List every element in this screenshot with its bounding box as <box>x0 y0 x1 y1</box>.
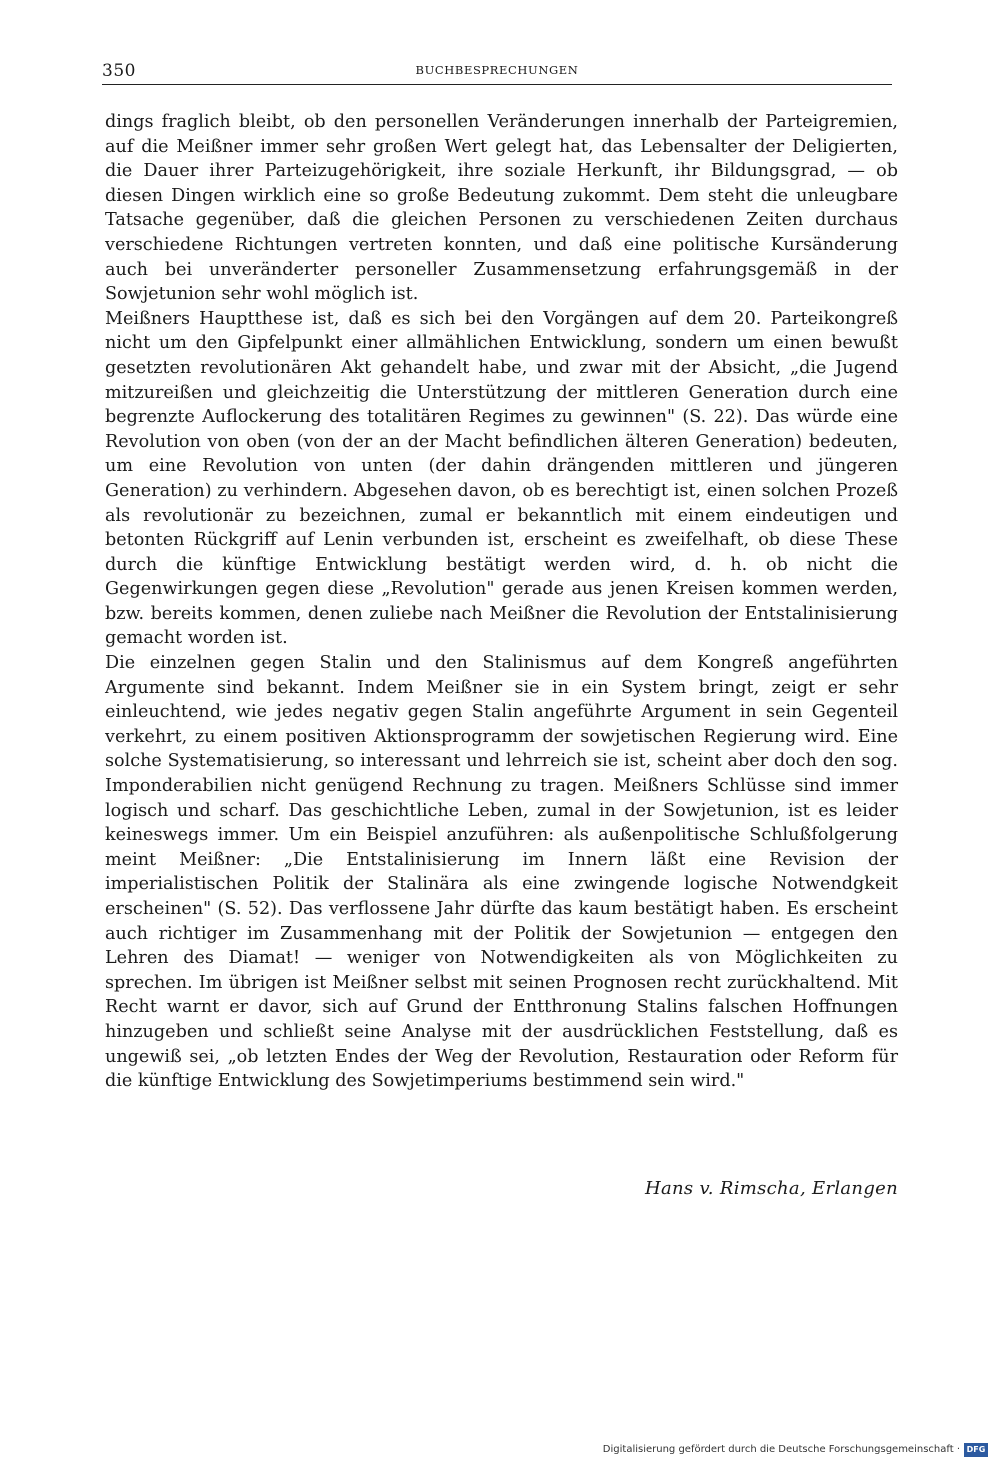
page-number: 350 <box>102 61 136 81</box>
paragraph-3: Die einzelnen gegen Stalin und den Stalinismus auf dem Kongreß angeführten Argumente sind bekannt. Indem Meißner sie in ein System bringt, zeigt er sehr einleuchtend, wie jedes negativ gegen Stalin angeführte Argument in sein Gegenteil verkehrt, zu einem positiven Aktionsprogramm der sowjetischen Regierung wird. Eine solche Systematisierung, so interessant und lehrreich sie ist, scheint aber doch den sog. Imponderabilien nicht genügend Rechnung zu tragen. Meißners Schlüsse sind immer logisch und scharf. Das geschichtliche Leben, zumal in der Sowjetunion, ist es leider keineswegs immer. Um ein Beispiel anzuführen: als außenpolitische Schlußfolgerung meint Meißner: „Die Entstalinisierung im Innern läßt eine Revision der imperialistischen Politik der Stalinära als eine zwingende logische Notwendgkeit erscheinen" (S. 52). Das verflossene Jahr dürfte das kaum bestätigt haben. Es erscheint auch richtiger im Zusammenhang mit der Politik der Sowjetunion — entgegen den Lehren des Diamat! — weniger von Notwendigkeiten als von Möglichkeiten zu sprechen. Im übrigen ist Meißner selbst mit seinen Prognosen recht zurückhaltend. Mit Recht warnt er davor, sich auf Grund der Entthronung Stalins falschen Hoffnungen hinzugeben und schließt seine Analyse mit der ausdrücklichen Feststellung, daß es ungewiß sei, „ob letzten Endes der Weg der Revolution, Restauration oder Reform für die künftige Entwicklung des Sowjetimperiums bestimmend sein wird." <box>105 653 898 1092</box>
page-header <box>102 60 892 85</box>
article-body <box>105 110 898 1094</box>
review-author-signature: Hans v. Rimscha, Erlangen <box>644 1178 898 1199</box>
paragraph-2: Meißners Hauptthese ist, daß es sich bei den Vorgängen auf dem 20. Parteikongreß nicht um den Gipfelpunkt einer allmählichen Entwicklung, sondern um einen bewußt gesetzten revolutionären Akt gehandelt habe, und zwar mit der Absicht, „die Jugend mitzureißen und gleichzeitig die Unterstützung der mittleren Generation durch eine begrenzte Auflockerung des totalitären Regimes zu gewinnen" (S. 22). Das würde eine Revolution von oben (von der an der Macht befindlichen älteren Generation) bedeuten, um eine Revolution von unten (der dahin drängenden mittleren und jüngeren Generation) zu verhindern. Abgesehen davon, ob es berechtigt ist, einen solchen Prozeß als revolutionär zu bezeichnen, zumal er bekanntlich mit einem eindeutigen und betonten Rückgriff auf Lenin verbunden ist, erscheint es zweifelhaft, ob diese These durch die künftige Entwicklung bestätigt werden wird, d. h. ob nicht die Gegenwirkungen gegen diese „Revolution" gerade aus jenen Kreisen kommen werden, bzw. bereits kommen, denen zuliebe nach Meißner die Revolution der Entstalinisierung gemacht worden ist. <box>105 308 898 649</box>
funding-note: Digitalisierung gefördert durch die Deutsche Forschungsgemeinschaft · <box>602 1444 960 1455</box>
dfg-logo-icon: DFG <box>964 1443 988 1457</box>
running-head: BUCHBESPRECHUNGEN <box>415 63 579 77</box>
paragraph-1: dings fraglich bleibt, ob den personellen Veränderungen innerhalb der Parteigremien, auf die Meißner immer sehr großen Wert gelegt hat, das Lebensalter der Deligierten, die Dauer ihrer Parteizugehörigkeit, ihre soziale Herkunft, ihr Bildungsgrad, — ob diesen Dingen wirklich eine so große Bedeutung zukommt. Dem steht die unleugbare Tatsache gegenüber, daß die gleichen Personen zu verschiedenen Zeiten durchaus verschiedene Richtungen vertreten konnten, und daß eine politische Kursänderung auch bei unveränderter personeller Zusammensetzung erfahrungsgemäß in der Sowjetunion sehr wohl möglich ist. <box>105 112 898 305</box>
